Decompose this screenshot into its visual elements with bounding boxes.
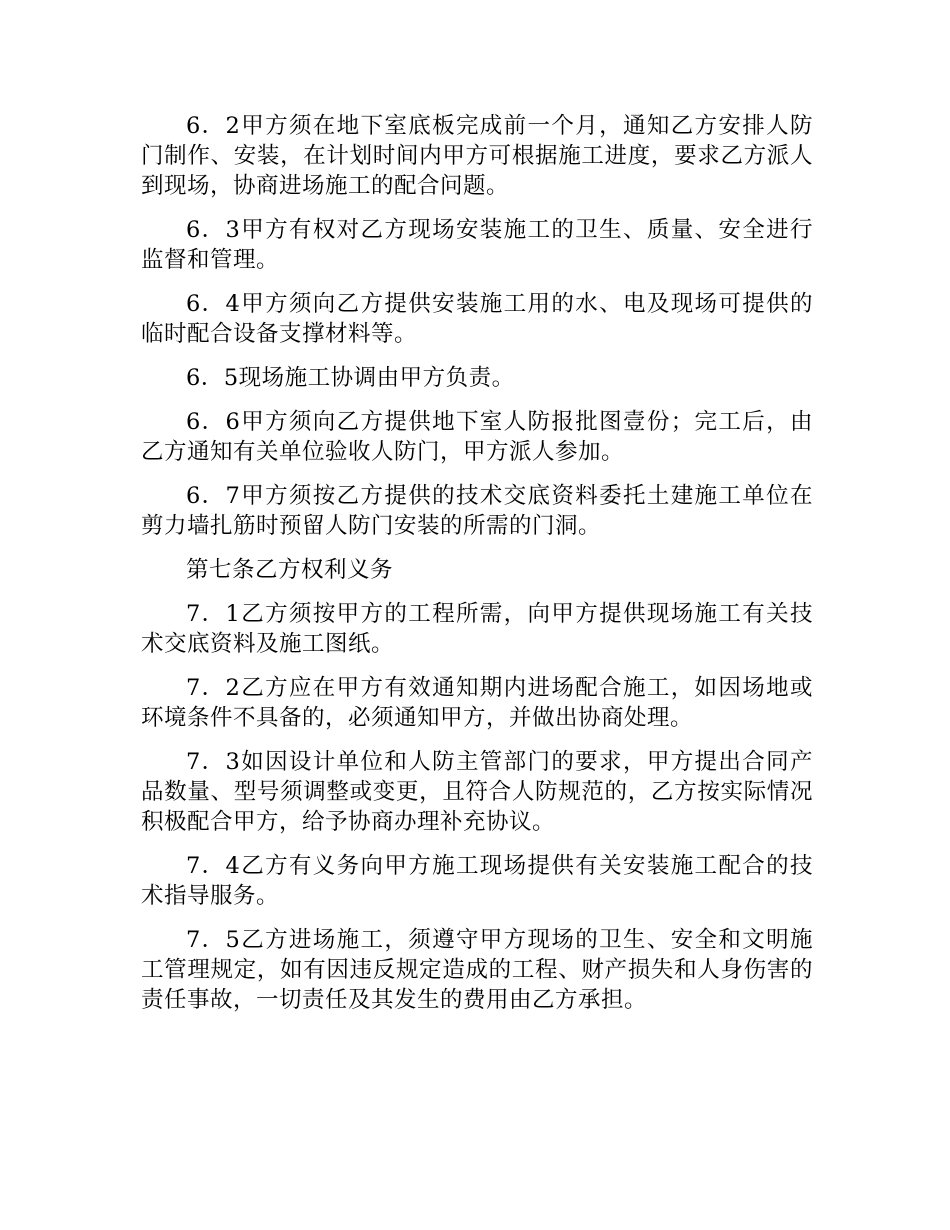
clause-6-6: 6．6甲方须向乙方提供地下室人防报批图壹份；完工后，由乙方通知有关单位验收人防门，甲方派人参加。 [141, 409, 813, 465]
clause-6-5: 6．5现场施工协调由甲方负责。 [186, 365, 515, 391]
clause-6-2: 6．2甲方须在地下室底板完成前一个月，通知乙方安排人防门制作、安装，在计划时间内甲方可根据施工进度，要求乙方派人到现场，协商进场施工的配合问题。 [141, 113, 813, 199]
clause-6-3: 6．3甲方有权对乙方现场安装施工的卫生、质量、安全进行监督和管理。 [141, 217, 813, 273]
clause-7-1: 7．1乙方须按甲方的工程所需，向甲方提供现场施工有关技术交底资料及施工图纸。 [141, 601, 813, 657]
clause-6-7: 6．7甲方须按乙方提供的技术交底资料委托土建施工单位在剪力墙扎筋时预留人防门安装的所需的门洞。 [141, 483, 813, 539]
clause-6-4: 6．4甲方须向乙方提供安装施工用的水、电及现场可提供的临时配合设备支撑材料等。 [141, 291, 813, 347]
clause-7-4: 7．4乙方有义务向甲方施工现场提供有关安装施工配合的技术指导服务。 [141, 853, 813, 909]
document-body [141, 111, 813, 1029]
clause-7-5: 7．5乙方进场施工，须遵守甲方现场的卫生、安全和文明施工管理规定，如有因违反规定造成的工程、财产损失和人身伤害的责任事故，一切责任及其发生的费用由乙方承担。 [141, 927, 813, 1013]
clause-7-2: 7．2乙方应在甲方有效通知期内进场配合施工，如因场地或环境条件不具备的，必须通知甲方，并做出协商处理。 [141, 675, 813, 731]
section-heading-article-7: 第七条乙方权利义务 [186, 557, 394, 583]
clause-7-3: 7．3如因设计单位和人防主管部门的要求，甲方提出合同产品数量、型号须调整或变更，且符合人防规范的，乙方按实际情况积极配合甲方，给予协商办理补充协议。 [141, 749, 813, 835]
